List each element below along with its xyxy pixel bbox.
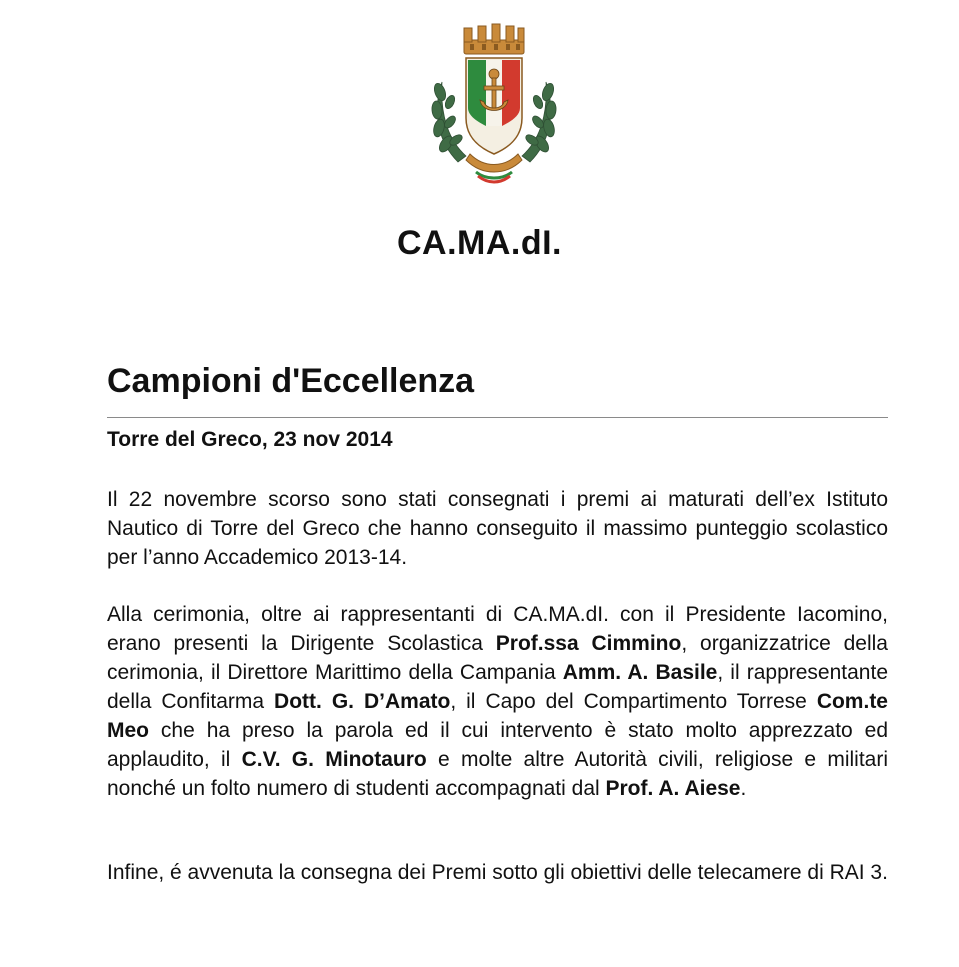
paragraph-text: Alla cerimonia, oltre ai rappresentanti di CA.MA.dI. con il Presidente Iacomino, erano presenti la Dirigente Scolastica: [107, 603, 888, 655]
paragraph-text: , il rappresentante della Confitarma: [107, 661, 888, 713]
name-highlight: Dott. G. D’Amato: [274, 690, 451, 713]
article-paragraph-2: [107, 600, 888, 803]
crest-icon: [428, 22, 560, 190]
name-highlight: Prof. A. Aiese: [605, 777, 741, 800]
paragraph-text: , il Capo del Compartimento Torrese: [450, 690, 817, 713]
organization-name: CA.MA.dI.: [396, 224, 563, 262]
paragraph-text: , organizzatrice della cerimonia, il Direttore Marittimo della Campania: [107, 632, 888, 684]
name-highlight: C.V. G. Minotauro: [241, 748, 427, 771]
article-paragraph-3: Infine, é avvenuta la consegna dei Premi sotto gli obiettivi delle telecamere di RAI 3.: [107, 861, 888, 884]
paragraph-text: che ha preso la parola ed il cui intervento è stato molto apprezzato ed applaudito, il: [107, 719, 888, 771]
paragraph-text: e molte altre Autorità civili, religiose e militari nonché un folto numero di studenti accompagnati dal: [107, 748, 888, 800]
title-divider: [107, 417, 888, 418]
article-title: Campioni d'Eccellenza: [107, 362, 475, 400]
article-dateline: Torre del Greco, 23 nov 2014: [107, 428, 393, 451]
name-highlight: Com.te Meo: [107, 690, 888, 742]
paragraph-text: .: [740, 777, 747, 800]
article-paragraph-1: Il 22 novembre scorso sono stati consegnati i premi ai maturati dell’ex Istituto Nautico di Torre del Greco che hanno conseguito il massimo punteggio scolastico per l’anno Accademico 2013-14.: [107, 488, 888, 569]
name-highlight: Amm. A. Basile: [562, 661, 718, 684]
name-highlight: Prof.ssa Cimmino: [495, 632, 682, 655]
